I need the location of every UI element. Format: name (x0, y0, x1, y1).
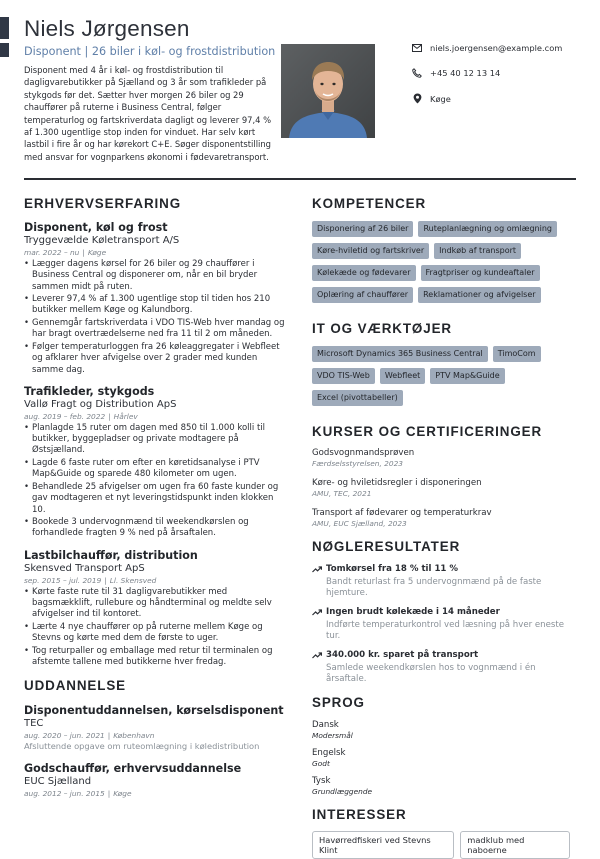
education-place: København (113, 731, 155, 741)
skill-tag: Indkøb af transport (434, 243, 521, 259)
phone-text: +45 40 12 13 14 (430, 68, 501, 79)
result-title: 340.000 kr. sparet på transport (326, 650, 479, 660)
experience-entry (24, 385, 286, 540)
education-meta (24, 731, 286, 741)
trend-up-icon (312, 609, 322, 616)
skill-tag: Ruteplanlægning og omlægning (418, 221, 557, 237)
languages-list (312, 720, 576, 797)
education-title: Godschauffør, erhvervsuddannelse (24, 762, 242, 776)
tool-tag: Microsoft Dynamics 365 Business Central (312, 346, 488, 362)
accent-band (0, 43, 9, 57)
job-meta (24, 412, 286, 422)
job-place: Køge (87, 248, 107, 257)
job-bullet: • Følger temperaturloggen fra 26 køleaggregater i Webfleet og afklarer hver afvigelse over 2 grader med kunden samme dag. (24, 342, 286, 376)
education-entry (24, 704, 286, 752)
result-description: Samlede weekendkørslen hos to vognmænd i én årsaftale. (326, 663, 536, 684)
trend-up-icon (312, 652, 322, 659)
education-period: aug. 2020 – jun. 2021 (24, 731, 105, 741)
job-bullet: • Planlagde 15 ruter om dagen med 850 til 1.000 kolli til butikker, byggepladser og private modtagere på Østsjælland. (24, 423, 286, 457)
education-list (24, 704, 286, 799)
contact-location (412, 93, 592, 105)
meta-separator: | (108, 411, 111, 421)
job-bullet: • Lagde 6 faste ruter om efter en køretidsanalyse i PTV Map&Guide og sparede 480 kilometer om ugen. (24, 458, 286, 481)
language-level: Godt (312, 759, 330, 768)
language-level: Modersmål (312, 731, 353, 740)
contact-email[interactable] (412, 42, 592, 54)
result-item (312, 564, 576, 599)
job-bullet: • Lægger dagens kørsel for 26 biler og 29 chauffører i Business Central og disponerer om, når en bil bryder sammen midt på ruten. (24, 259, 286, 293)
header-divider (24, 178, 576, 180)
certs-list (312, 448, 576, 529)
profile-summary: Disponent med 4 år i køl- og frostdistribution til dagligvarebutikker på Sjælland og 3 år som trafikleder på stykgods før det. Sætter hver morgen 26 biler og 29 chauffører på ruterne i Business Central, følger temperaturlog og fartskriverdata dagligt og leverer 97,4 % af 1.300 ugentlige stop inden for vinduet. Har selv kørt lastbil i fire år og har kørekort C+E. Søger disponentstilling med ansvar for vognparkens økonomi i fødevaretransport. (24, 65, 272, 162)
meta-separator: | (107, 789, 111, 799)
section-heading-certs: KURSER OG CERTIFICERINGER (312, 424, 543, 439)
cert-meta: Færdselsstyrelsen, 2023 (312, 459, 403, 468)
job-company: Skensved Transport ApS (24, 562, 145, 574)
profile-photo (281, 44, 375, 138)
language-name: Engelsk (312, 748, 346, 758)
education-entry (24, 762, 286, 799)
job-bullet: • Tog returpaller og emballage med retur til terminalen og afstemte tallene med butikkerne hver fredag. (24, 646, 286, 669)
section-heading-results: NØGLERESULTATER (312, 539, 461, 554)
trend-up-icon (312, 566, 322, 573)
skill-tag: Reklamationer og afvigelser (418, 287, 540, 303)
job-period: sep. 2015 – jul. 2019 (24, 575, 102, 585)
job-bullet: • Bookede 3 undervognmænd til weekendkørslen og forhandlede fragten 9 % ned på årsaftalen. (24, 517, 286, 540)
interest-tag: madklub med naboerne (460, 831, 570, 859)
meta-separator: | (82, 248, 85, 257)
job-period: mar. 2022 – nu (24, 248, 80, 257)
meta-separator: | (104, 575, 107, 585)
job-bullet: • Lærte 4 nye chauffører op på ruterne mellem Køge og Stevns og kørte med dem de første to uger. (24, 622, 286, 645)
skill-tag: Fragtpriser og kundeaftaler (421, 265, 540, 281)
person-name: Niels Jørgensen (24, 16, 190, 41)
interests-tags (312, 831, 576, 859)
result-title-row (312, 650, 576, 661)
right-column (312, 196, 576, 859)
job-meta (24, 248, 286, 258)
result-title: Tomkørsel fra 18 % til 11 % (326, 564, 459, 574)
education-meta (24, 789, 286, 799)
interest-tag: Havørredfiskeri ved Stevns Klint (312, 831, 454, 859)
language-name: Tysk (312, 776, 331, 786)
section-heading-interests: INTERESSER (312, 807, 407, 822)
tool-tag: PTV Map&Guide (430, 368, 504, 384)
skills-tags (312, 221, 576, 309)
language-level: Grundlæggende (312, 787, 373, 796)
language-name: Dansk (312, 720, 339, 730)
tool-tag: Excel (pivottabeller) (312, 390, 403, 406)
tools-tags (312, 346, 576, 412)
education-title: Disponentuddannelsen, kørselsdisponent (24, 704, 284, 718)
tool-tag: VDO TIS-Web (312, 368, 375, 384)
cert-meta: AMU, TEC, 2021 (312, 489, 372, 498)
job-bullets (24, 259, 286, 376)
accent-band (0, 17, 9, 39)
job-title: Trafikleder, stykgods (24, 384, 155, 398)
location-pin-icon (412, 94, 422, 104)
person-role: Disponent | 26 biler i køl- og frostdistribution (24, 45, 276, 58)
result-title-row (312, 607, 576, 618)
location-text: Køge (430, 93, 451, 104)
profile-header (24, 14, 280, 163)
section-heading-experience: ERHVERVSERFARING (24, 196, 182, 211)
job-bullet: • Kørte faste rute til 31 dagligvarebutikker med bagsmækklift, rullebure og håndterminal og meldte selv afvigelser ind til kontoret. (24, 587, 286, 621)
contact-info (412, 42, 592, 118)
skill-tag: Kølekæde og fødevarer (312, 265, 416, 281)
job-bullets (24, 423, 286, 540)
job-bullet: • Leverer 97,4 % af 1.300 ugentlige stop til tiden hos 210 butikker mellem Køge og Kalundborg. (24, 294, 286, 317)
experience-entry (24, 221, 286, 376)
result-description: Bandt returlast fra 5 undervognmænd på de faste hjemture. (326, 577, 542, 598)
left-column (24, 196, 286, 799)
section-heading-education: UDDANNELSE (24, 678, 126, 694)
cert-meta: AMU, EUC Sjælland, 2023 (312, 519, 407, 528)
job-bullets (24, 587, 286, 669)
job-period: aug. 2019 – feb. 2022 (24, 411, 106, 421)
tool-tag: TimoCom (493, 346, 541, 362)
job-bullet: • Gennemgår fartskriverdata i VDO TIS-Web hver mandag og har bragt overtrædelserne ned fra 11 til 2 om måneden. (24, 318, 286, 341)
education-place: Køge (113, 789, 132, 799)
skill-tag: Køre-hviletid og fartskriver (312, 243, 429, 259)
experience-entry (24, 549, 286, 669)
email-text: niels.joergensen@example.com (430, 43, 563, 53)
contact-phone[interactable] (412, 67, 592, 79)
tool-tag: Webfleet (380, 368, 425, 384)
result-item (312, 650, 576, 685)
education-note: Afsluttende opgave om ruteomlægning i køledistribution (24, 741, 260, 752)
result-item (312, 607, 576, 642)
results-list (312, 564, 576, 685)
cert-name: Transport af fødevarer og temperaturkrav (312, 508, 492, 518)
cert-name: Køre- og hviletidsregler i disponeringen (312, 478, 482, 488)
job-title: Lastbilchauffør, distribution (24, 548, 198, 562)
mail-icon (412, 43, 422, 53)
section-heading-skills: KOMPETENCER (312, 196, 427, 211)
experience-list (24, 221, 286, 668)
result-title-row (312, 564, 576, 575)
section-heading-tools: IT OG VÆRKTØJER (312, 321, 452, 336)
skill-tag: Disponering af 26 biler (312, 221, 413, 237)
result-title: Ingen brudt kølekæde i 14 måneder (326, 607, 500, 617)
job-place: Ll. Skensved (109, 575, 157, 585)
job-company: Vallø Fragt og Distribution ApS (24, 398, 177, 410)
education-period: aug. 2012 – jun. 2015 (24, 789, 105, 799)
skill-tag: Oplæring af chauffører (312, 287, 413, 303)
meta-separator: | (107, 731, 111, 741)
job-company: Tryggevælde Køletransport A/S (24, 235, 180, 246)
education-school: EUC Sjælland (24, 776, 92, 788)
cert-name: Godsvognmandsprøven (312, 448, 415, 458)
job-place: Hårlev (113, 411, 138, 421)
job-meta (24, 576, 286, 586)
education-school: TEC (24, 718, 44, 730)
section-heading-languages: SPROG (312, 695, 365, 710)
job-title: Disponent, køl og frost (24, 221, 168, 234)
phone-icon (412, 68, 422, 78)
job-bullet: • Behandlede 25 afvigelser om ugen fra 60 faste kunder og gav modtageren et nyt leveringstidspunkt inden klokken 10. (24, 482, 286, 516)
result-description: Indførte temperaturkontrol ved læsning på hver eneste tur. (326, 620, 565, 641)
